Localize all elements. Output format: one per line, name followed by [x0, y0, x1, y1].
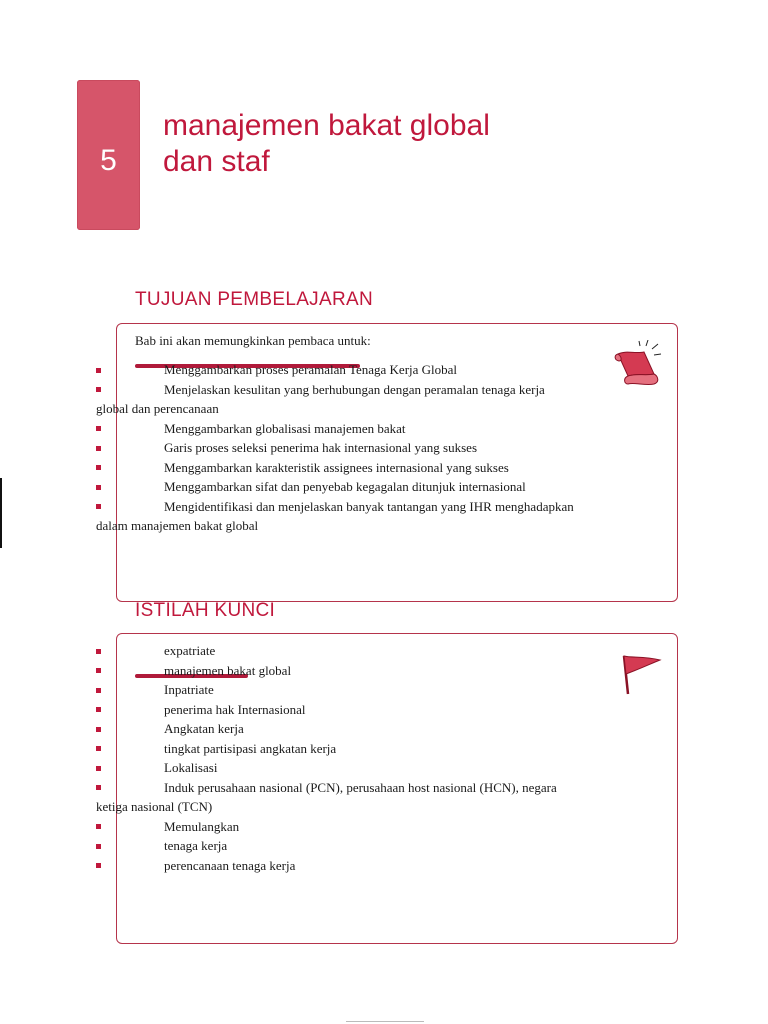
list-item-text: Menggambarkan sifat dan penyebab kegagalan ditunjuk internasional [164, 479, 526, 494]
bullet-icon [96, 688, 101, 693]
bullet-icon [96, 465, 101, 470]
list-item [96, 817, 666, 837]
scroll-icon [610, 340, 668, 388]
bullet-icon [96, 446, 101, 451]
page-bottom-rule [346, 1021, 424, 1022]
list-item-text: Memulangkan [164, 818, 240, 834]
bullet-icon [96, 766, 101, 771]
chapter-title [163, 108, 613, 180]
bullet-icon [96, 785, 101, 790]
bullet-icon [96, 844, 101, 849]
list-item-text: tingkat partisipasi angkatan kerja [164, 740, 337, 756]
list-item [96, 360, 666, 380]
key-terms-heading: ISTILAH KUNCI [135, 600, 276, 621]
margin-mark [0, 478, 2, 548]
bullet-icon [96, 863, 101, 868]
objectives-heading: TUJUAN PEMBELAJARAN [135, 289, 373, 310]
flag-icon [616, 652, 664, 696]
list-item [96, 458, 666, 478]
bullet-icon [96, 746, 101, 751]
list-item-text: tenaga kerja [164, 838, 228, 853]
list-item [96, 661, 666, 681]
list-item [96, 680, 666, 700]
list-item [96, 380, 666, 419]
bullet-icon [96, 707, 101, 712]
list-item [96, 778, 666, 817]
bullet-icon [96, 504, 101, 509]
list-item [96, 497, 666, 536]
list-item [96, 836, 666, 856]
list-item [96, 641, 666, 661]
bullet-icon [96, 426, 101, 431]
key-terms-list [96, 641, 666, 875]
bullet-icon [96, 727, 101, 732]
objectives-intro: Bab ini akan memungkinkan pembaca untuk: [135, 333, 371, 348]
list-item [96, 758, 666, 778]
list-item [96, 477, 666, 497]
list-item [96, 856, 666, 876]
objectives-list [96, 360, 666, 536]
list-item-text: perencanaan tenaga kerja [164, 857, 296, 873]
list-item-text: penerima hak Internasional [164, 701, 306, 717]
list-item-text: Menggambarkan karakteristik assignees internasional yang sukses [164, 459, 509, 475]
list-item-text: Menjelaskan kesulitan yang berhubungan dengan peramalan tenaga kerja [164, 381, 545, 397]
list-item-text: Menggambarkan proses peramalan Tenaga Kerja Global [164, 362, 458, 377]
list-item-text: Menggambarkan globalisasi manajemen bakat [164, 420, 406, 436]
list-item-text: expatriate [164, 643, 216, 658]
chapter-title-line-2: dan staf [163, 145, 270, 178]
bullet-icon [96, 824, 101, 829]
list-item [96, 700, 666, 720]
list-item-text: ketiga nasional (TCN) [96, 799, 213, 814]
bullet-icon [96, 368, 101, 373]
chapter-title-line-1: manajemen bakat global [163, 109, 490, 142]
list-item-text: Mengidentifikasi dan menjelaskan banyak tantangan yang IHR menghadapkan [164, 498, 574, 514]
bullet-icon [96, 485, 101, 490]
list-item-text: Inpatriate [164, 682, 214, 697]
list-item-text: Induk perusahaan nasional (PCN), perusahaan host nasional (HCN), negara [164, 779, 557, 795]
list-item-text: dalam manajemen bakat global [96, 518, 259, 533]
list-item [96, 739, 666, 759]
bullet-icon [96, 387, 101, 392]
chapter-number: 5 [100, 144, 117, 177]
list-item-text: Garis proses seleksi penerima hak internasional yang sukses [164, 440, 478, 455]
chapter-number-box [77, 80, 140, 230]
bullet-icon [96, 649, 101, 654]
list-item-text: global dan perencanaan [96, 401, 219, 416]
list-item [96, 419, 666, 439]
list-item [96, 438, 666, 458]
bullet-icon [96, 668, 101, 673]
list-item [96, 719, 666, 739]
list-item-text: manajemen bakat global [164, 662, 292, 678]
list-item-text: Angkatan kerja [164, 721, 244, 736]
list-item-text: Lokalisasi [164, 760, 218, 775]
